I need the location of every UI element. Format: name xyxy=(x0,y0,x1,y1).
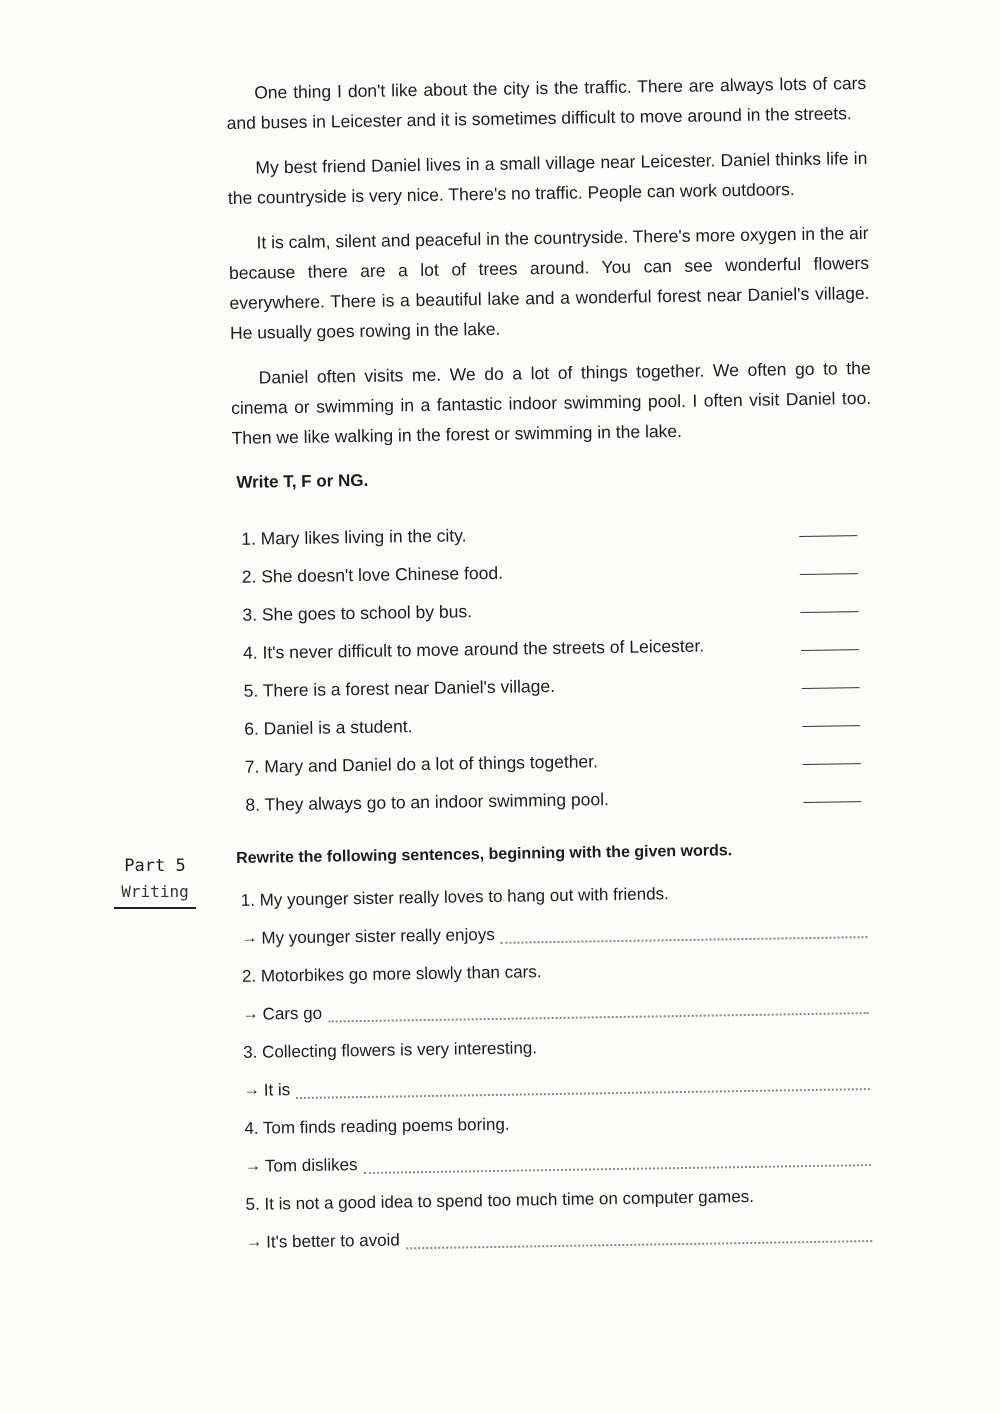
tf-statement-text: 7. Mary and Daniel do a lot of things together. xyxy=(244,751,599,777)
tf-answer-blank[interactable] xyxy=(799,535,857,537)
writing-sentence-text: 3. Collecting flowers is very interesting. xyxy=(243,1038,538,1062)
tf-statement-text: 8. They always go to an indoor swimming pool. xyxy=(245,789,610,815)
writing-answer-start: It's better to avoid xyxy=(266,1230,400,1252)
arrow-icon: → xyxy=(244,1157,262,1175)
writing-sentence-text: 1. My younger sister really loves to hang out with friends. xyxy=(240,884,669,910)
writing-sentence-text: 4. Tom finds reading poems boring. xyxy=(244,1114,510,1138)
arrow-icon: → xyxy=(246,1233,263,1251)
tf-answer-blank[interactable] xyxy=(800,611,858,613)
arrow-icon: → xyxy=(241,929,258,947)
writing-section xyxy=(236,840,872,1262)
part-label xyxy=(114,852,196,909)
tf-answer-blank[interactable] xyxy=(803,763,861,765)
tf-statement-text: 5. There is a forest near Daniel's village. xyxy=(243,675,556,701)
writing-answer-start: My younger sister really enjoys xyxy=(261,924,495,948)
tf-answer-blank[interactable] xyxy=(802,687,860,689)
reading-paragraph-4: Daniel often visits me. We do a lot of things together. We often go to the cinema or swimming in a fantastic indoor swimming pool. I often visit Daniel too. Then we like walking in the forest or swimming in the lake. xyxy=(231,357,872,448)
tf-statement-text: 6. Daniel is a student. xyxy=(244,716,413,739)
reading-paragraph-3: It is calm, silent and peaceful in the countryside. There's more oxygen in the air because there are a lot of trees around. You can see wonderful flowers everywhere. There is a beautiful lake and a wonderful forest near Daniel's village. He usually goes rowing in the lake. xyxy=(228,222,870,343)
reading-section xyxy=(226,68,878,820)
tf-statement-list xyxy=(233,506,878,820)
tf-answer-blank[interactable] xyxy=(800,573,858,575)
answer-dotted-line[interactable] xyxy=(328,1004,869,1022)
writing-sentence-text: 2. Motorbikes go more slowly than cars. xyxy=(241,962,542,986)
writing-answer-start: Cars go xyxy=(262,1003,323,1024)
part-name: Writing xyxy=(114,880,196,909)
answer-dotted-line[interactable] xyxy=(501,928,868,944)
writing-answer-start: Tom dislikes xyxy=(264,1155,358,1176)
tf-answer-blank[interactable] xyxy=(802,725,860,727)
answer-dotted-line[interactable] xyxy=(364,1156,872,1174)
answer-dotted-line[interactable] xyxy=(406,1232,872,1249)
reading-paragraph-1: One thing I don't like about the city is the traffic. There are always lots of cars and buses in Leicester and it is sometimes difficult to move around in the streets. xyxy=(226,72,867,133)
tf-instruction: Write T, F or NG. xyxy=(236,470,369,492)
tf-answer-blank[interactable] xyxy=(803,801,861,803)
writing-answer-start: It is xyxy=(263,1080,291,1100)
reading-paragraph-2: My best friend Daniel lives in a small village near Leicester. Daniel thinks life in the countryside is very nice. There's no traffic. People can work outdoors. xyxy=(227,147,868,208)
answer-dotted-line[interactable] xyxy=(296,1080,870,1099)
tf-statement-text: 3. She goes to school by bus. xyxy=(242,601,473,625)
writing-sentence-text: 5. It is not a good idea to spend too much time on computer games. xyxy=(245,1186,755,1214)
tf-statement-text: 4. It's never difficult to move around the streets of Leicester. xyxy=(242,635,705,663)
tf-statement-text: 2. She doesn't love Chinese food. xyxy=(241,562,504,587)
part-number: Part 5 xyxy=(124,856,186,876)
arrow-icon: → xyxy=(243,1081,260,1099)
writing-heading: Rewrite the following sentences, beginning with the given words. xyxy=(236,842,733,867)
arrow-icon: → xyxy=(242,1005,259,1023)
tf-statement-text: 1. Mary likes living in the city. xyxy=(241,525,467,549)
tf-answer-blank[interactable] xyxy=(801,649,859,651)
